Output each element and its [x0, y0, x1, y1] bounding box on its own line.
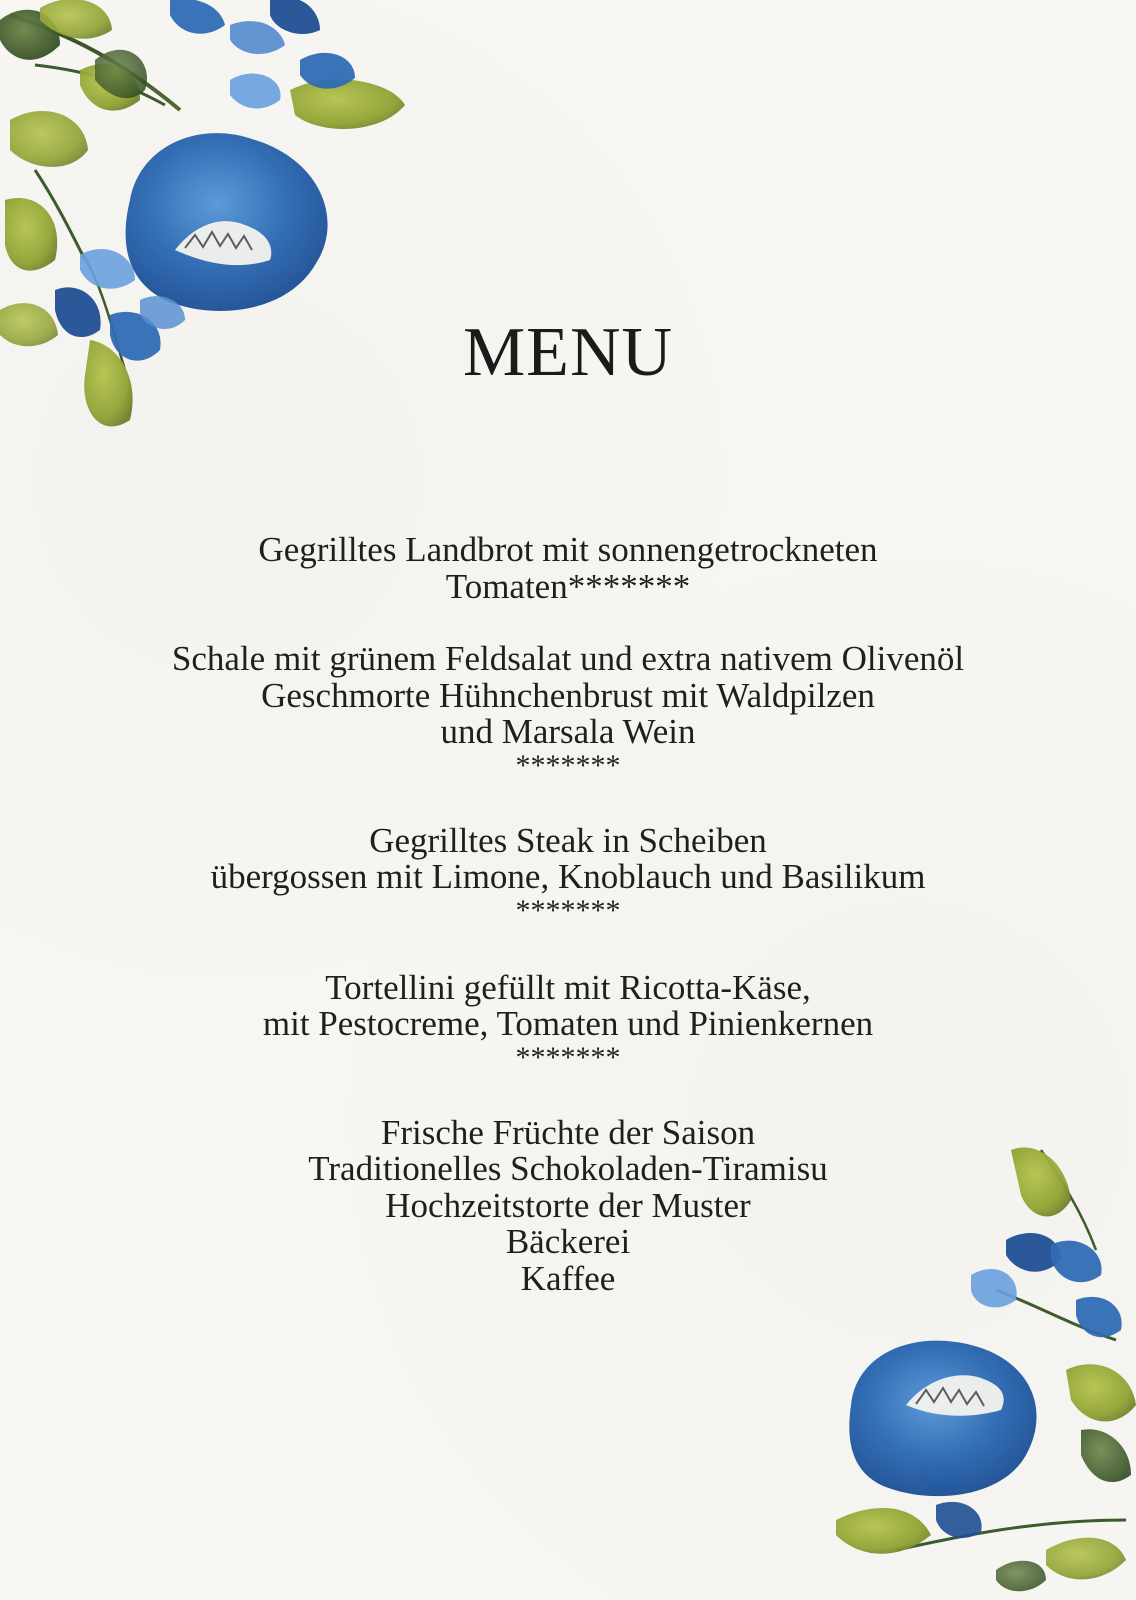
menu-line: Bäckerei — [505, 1222, 631, 1261]
menu-line: Schale mit grünem Feldsalat und extra nativem Olivenöl — [171, 639, 965, 678]
course-separator: ******* — [515, 748, 621, 782]
menu-line: Geschmorte Hühnchenbrust mit Waldpilzen — [261, 675, 875, 715]
course-separator: ******* — [515, 893, 621, 927]
course-salad-main — [0, 641, 1136, 781]
course-dessert — [0, 1112, 1136, 1298]
menu-line: Tortellini gefüllt mit Ricotta-Käse, — [325, 967, 811, 1007]
menu-line: Gegrilltes Steak in Scheiben — [369, 820, 767, 860]
menu-line: Frische Früchte der Saison — [380, 1112, 756, 1152]
course-steak — [0, 820, 1136, 927]
menu-line: Traditionelles Schokoladen-Tiramisu — [308, 1149, 828, 1188]
menu-line: mit Pestocreme, Tomaten und Pinienkernen — [262, 1004, 874, 1043]
section-spacer — [0, 605, 1136, 641]
menu-line: und Marsala Wein — [440, 712, 696, 751]
menu-body — [0, 532, 1136, 1297]
course-starter — [0, 532, 1136, 605]
course-tortellini — [0, 967, 1136, 1074]
section-spacer — [0, 781, 1136, 823]
menu-line: Tomaten******* — [445, 566, 691, 606]
section-spacer — [0, 926, 1136, 970]
menu-line: Hochzeitstorte der Muster — [385, 1185, 751, 1225]
menu-line: Gegrilltes Landbrot mit sonnengetrockneten — [258, 530, 878, 569]
menu-line: Kaffee — [520, 1258, 616, 1298]
watercolor-floral-top-left-icon — [0, 0, 430, 470]
course-separator: ******* — [515, 1040, 621, 1074]
section-spacer — [0, 1073, 1136, 1115]
menu-line: übergossen mit Limone, Knoblauch und Basilikum — [210, 857, 926, 896]
menu-title: MENU — [462, 314, 674, 391]
